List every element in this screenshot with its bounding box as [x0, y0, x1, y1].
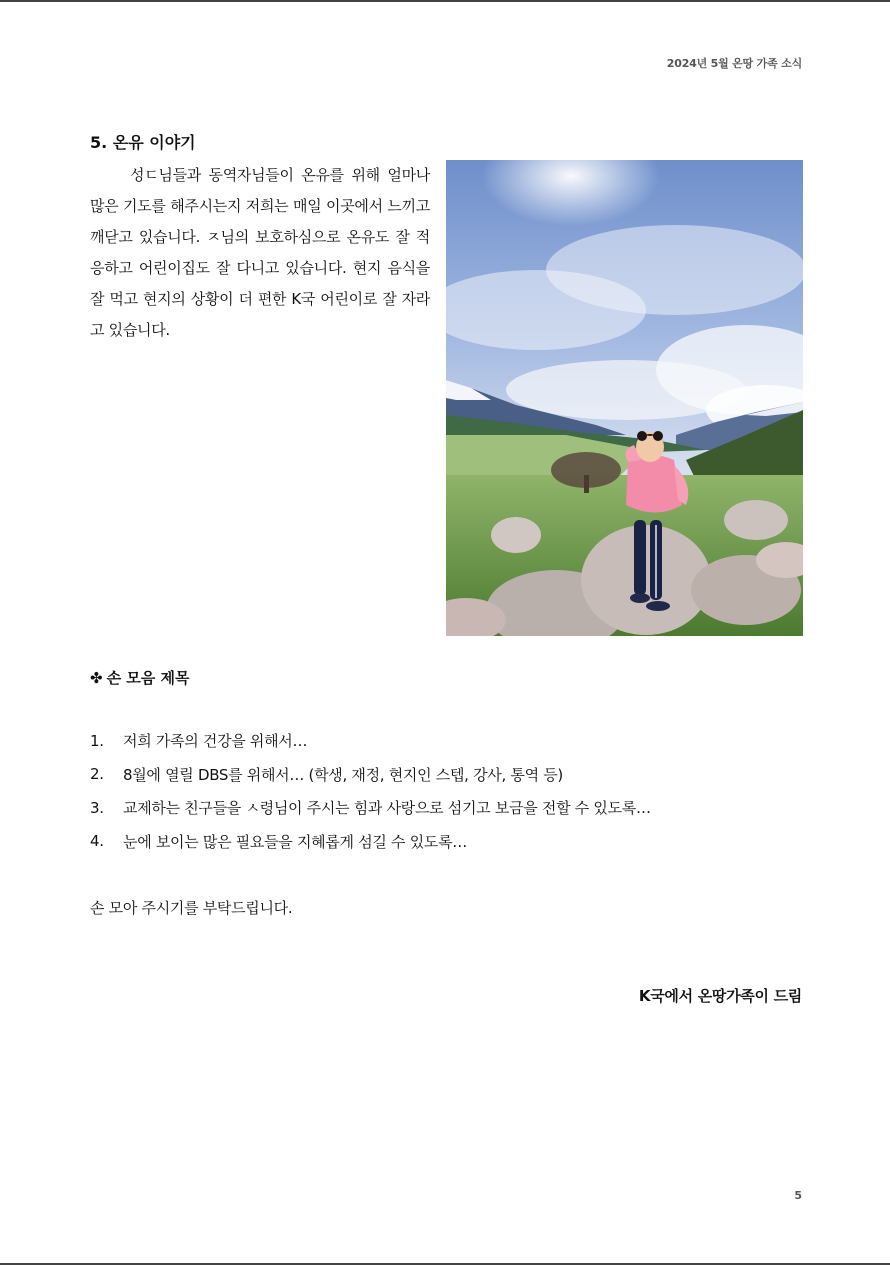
closing-text: 손 모아 주시기를 부탁드립니다. — [90, 899, 293, 917]
top-rule — [0, 0, 890, 2]
story-paragraph: 성ㄷ님들과 동역자님들이 온유를 위해 얼마나 많은 기도를 해주시는지 저희는 매일 이곳에서 느끼고 깨닫고 있습니다. ㅈ님의 보호하심으로 온유도 잘 적응하고 어린이집도 잘 다니고 있습니다. 현지 음식을 잘 먹고 현지의 상황이 더 편한 K국 어린이로 잘 자라고 있습니다. — [90, 166, 430, 339]
list-item — [90, 758, 810, 792]
prayer-heading — [90, 667, 189, 688]
list-item-text: 눈에 보이는 많은 필요들을 지혜롭게 섬길 수 있도록… — [123, 832, 467, 851]
clover-bullet-icon: ✤ — [90, 669, 103, 687]
prayer-list — [90, 724, 810, 858]
list-item-text: 교제하는 친구들을 ㅅ령님이 주시는 힘과 사랑으로 섬기고 보금을 전할 수 있도록… — [123, 799, 651, 818]
list-item-text: 저희 가족의 건강을 위해서… — [123, 732, 308, 751]
section-title: 5. 온유 이야기 — [90, 133, 196, 152]
page-number: 5 — [794, 1189, 802, 1202]
list-item-number: 2. — [90, 765, 104, 784]
list-item — [90, 724, 810, 758]
list-item — [90, 791, 810, 825]
list-item — [90, 825, 810, 859]
page-header: 2024년 5월 온땅 가족 소식 — [666, 57, 802, 70]
prayer-heading-text: 손 모음 제목 — [106, 669, 190, 687]
child-mountain-photo — [446, 160, 803, 636]
list-item-text: 8월에 열릴 DBS를 위해서… (학생, 재정, 현지인 스텝, 강사, 통역 등) — [123, 765, 563, 784]
list-item-number: 4. — [90, 832, 104, 851]
signature: K국에서 온땅가족이 드림 — [638, 987, 802, 1005]
list-item-number: 1. — [90, 731, 104, 750]
list-item-number: 3. — [90, 798, 104, 817]
